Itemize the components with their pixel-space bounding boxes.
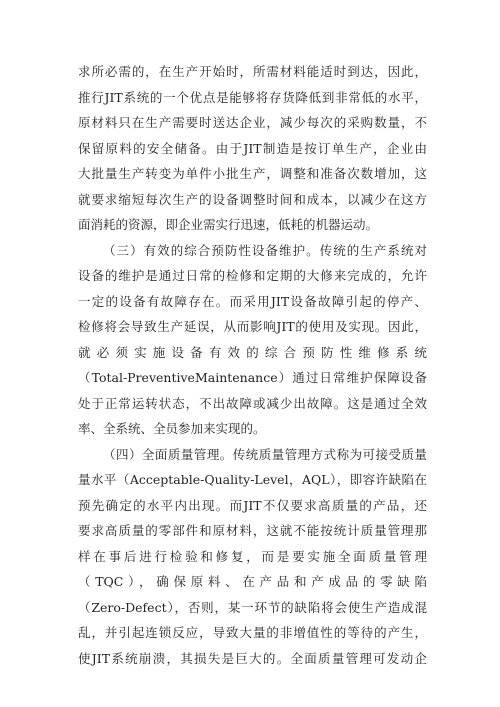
body-text-line: 保留原料的安全储备。由于JIT制造是按订单生产，企业由 — [78, 141, 427, 156]
body-text-line: 检修将会导致生产延误，从而影响JIT的使用及实现。因此， — [78, 319, 427, 334]
body-text-line: 量水平（Acceptable-Quality-Level，AQL），即容许缺陷在 — [78, 472, 427, 487]
body-text-line: 原材料只在生产需要时送达企业，减少每次的采购数量，不 — [78, 115, 427, 130]
body-text-line: 率、全系统、全员参加来实现的。 — [78, 421, 266, 436]
body-text-line: 就要求缩短每次生产的设备调整时间和成本，以减少在这方 — [78, 192, 427, 207]
body-text-line: （Zero-Defect），否则，某一环节的缺陷将会使生产造成混 — [78, 600, 427, 615]
body-text-line: （Total-PreventiveMaintenance）通过日常维护保障设备 — [78, 370, 427, 385]
body-text-line: 大批量生产转变为单件小批生产，调整和准备次数增加，这 — [78, 166, 427, 181]
body-text-line: 样在事后进行检验和修复，而是要实施全面质量管理 — [78, 549, 427, 564]
body-text-line: 使JIT系统崩溃，其损失是巨大的。全面质量管理可发动企 — [78, 651, 427, 666]
section-heading-line: （三）有效的综合预防性设备维护。传统的生产系统对 — [103, 243, 427, 258]
body-text-line: 面消耗的资源，即企业需实行迅速，低耗的机器运动。 — [78, 217, 379, 232]
body-text-line: 设备的维护是通过日常的检修和定期的大修来完成的，允许 — [78, 268, 427, 283]
section-heading-line: （四）全面质量管理。传统质量管理方式称为可接受质量 — [103, 447, 427, 462]
body-text-line: 要求高质量的零部件和原材料，这就不能按统计质量管理那 — [78, 523, 427, 538]
body-text-line: 预先确定的水平内出现。而JIT不仅要求高质量的产品，还 — [78, 498, 427, 513]
body-text-line: （TQC），确保原料、在产品和产成品的零缺陷 — [78, 574, 427, 589]
body-text-line: 推行JIT系统的一个优点是能够将存货降低到非常低的水平， — [78, 90, 427, 105]
body-text-line: 一定的设备有故障存在。而采用JIT设备故障引起的停产、 — [78, 294, 427, 309]
body-text-line: 乱，并引起连锁反应，导致大量的非增值性的等待的产生， — [78, 625, 427, 640]
body-text-line: 处于正常运转状态，不出故障或减少出故障。这是通过全效 — [78, 396, 427, 411]
body-text-line: 就必须实施设备有效的综合预防性维修系统 — [78, 345, 427, 360]
body-text-line: 求所必需的，在生产开始时，所需材料能适时到达，因此， — [78, 64, 427, 79]
